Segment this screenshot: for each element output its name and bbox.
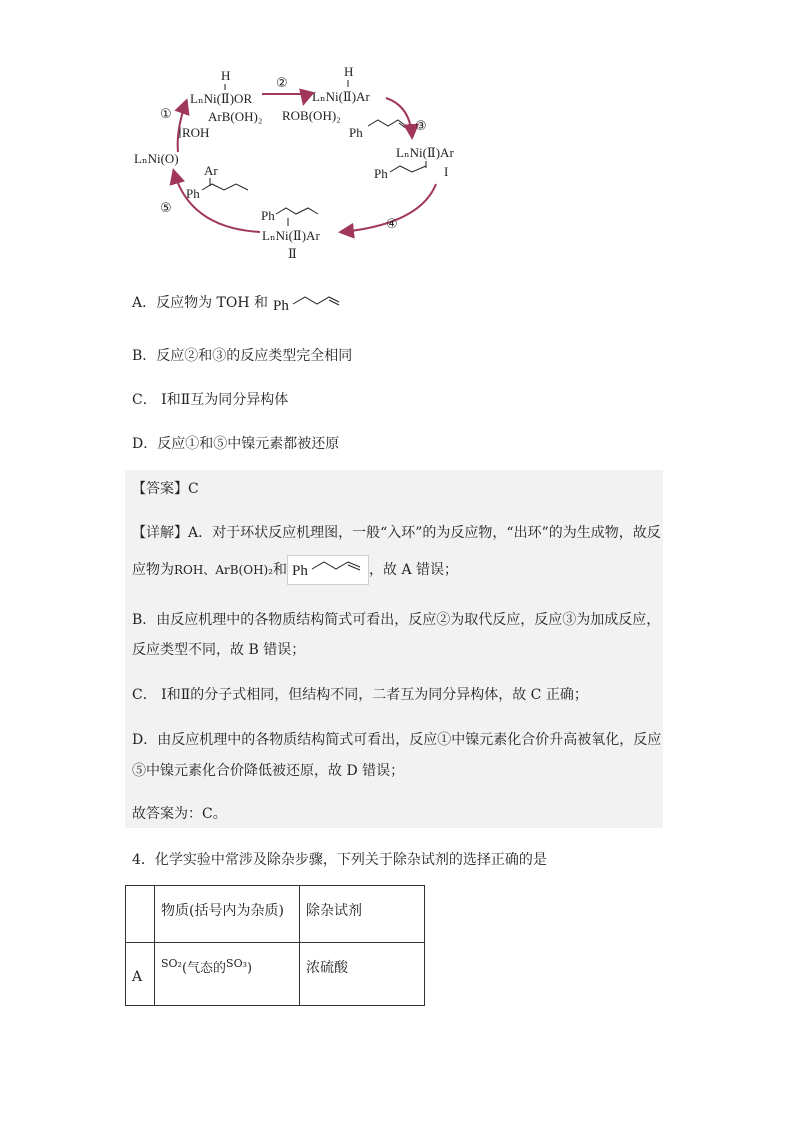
step-2-arrow [262,94,305,102]
table-row [126,943,425,1006]
explanation-a-prefix: 应物为 [132,562,174,578]
intermediate-ii-label: Ⅱ [288,246,297,261]
explanation-c: C． Ⅰ和Ⅱ的分子式相同，但结构不同，二者互为同分异构体，故 C 正确； [132,687,588,703]
step-5-arrow [174,172,260,232]
option-d: D．反应①和⑤中镍元素都被还原 [132,436,340,452]
impurity-removal-table [125,885,425,1006]
explanation-a-line2 [132,555,458,585]
option-a [132,292,343,314]
option-c: C． Ⅰ和Ⅱ互为同分异构体 [132,392,289,408]
alkene-ph: Ph [272,298,289,314]
arylboronic-acid-label: ArB(OH)₂ [208,109,263,124]
so2-formula: SO₂ [161,957,182,970]
roh-label: ROH [182,125,210,140]
table-header-cell [126,886,155,943]
rob-byproduct-label: ROB(OH)₂ [282,108,341,123]
intermediate-i-complex: LₙNi(Ⅱ)Ar [396,145,454,160]
ni-or-complex: LₙNi(Ⅱ)OR [190,91,253,106]
intermediate-i-label: I [444,164,449,179]
option-a-text: A．反应物为 TOH 和 [132,295,269,311]
product-ph-label: Ph [186,186,200,201]
explanation-a-suffix: ，故 A 错误； [369,562,459,578]
intermediate-i-ph: Ph [374,166,388,181]
product-ar-label: Ar [204,163,218,178]
step-5-label: ⑤ [160,201,172,216]
question-4-stem: 4．化学实验中常涉及除杂步骤，下列关于除杂试剂的选择正确的是 [132,852,547,868]
answer-heading: 【答案】C [132,481,199,497]
impurity-close: ) [247,961,253,976]
explanation-a-chem: ROH、ArB(OH)₂ [174,563,274,577]
explanation-a-line1: 【详解】A．对于环状反应机理图，一般“入环”的为反应物，“出环”的为生成物，故反 [132,525,661,541]
so3-formula: SO₃ [226,957,248,970]
impurity-text: (气态的 [181,961,227,976]
explanation-b-line2: 反应类型不同，故 B 错误； [132,642,306,658]
intermediate-ii-complex: LₙNi(Ⅱ)Ar [262,228,320,243]
substance-cell [155,943,300,1006]
step-1-label: ① [160,107,172,122]
final-answer: 故答案为：C。 [132,806,227,822]
explanation-b-line1: B．由反应机理中的各物质结构简式可看出，反应②为取代反应，反应③为加成反应， [132,612,661,628]
ni-zero-complex: LₙNi(O) [134,151,179,166]
explanation-d-line1: D．由反应机理中的各物质结构简式可看出，反应①中镍元素化合价升高被氧化，反应 [132,732,662,748]
catalytic-cycle-diagram [120,60,480,270]
hydride-h-label: H [221,68,231,83]
table-header-cell: 除杂试剂 [300,886,425,943]
alkene-structure-inline [287,555,369,585]
step-4-label: ④ [386,217,398,232]
alkene-ph-inline: Ph [292,563,308,579]
alkene-ph-label: Ph [349,125,363,140]
alkene-structure [273,292,343,314]
ni-aryl-hydride-complex: LₙNi(Ⅱ)Ar [312,89,370,104]
explanation-d-line2: ⑤中镍元素化合价降低被还原，故 D 错误； [132,763,405,779]
hydride-h-label-2: H [344,64,354,79]
row-label: A [126,943,155,1006]
intermediate-ii-ph: Ph [261,208,275,223]
step-2-label: ② [276,76,288,91]
table-header-cell: 物质(括号内为杂质) [155,886,300,943]
reagent-cell: 浓硫酸 [300,943,425,1006]
explanation-a-and: 和 [273,562,288,578]
step-3-arrow [386,98,412,136]
option-b: B．反应②和③的反应类型完全相同 [132,348,353,364]
step-3-label: ③ [415,119,427,134]
table-header-row [126,886,425,943]
